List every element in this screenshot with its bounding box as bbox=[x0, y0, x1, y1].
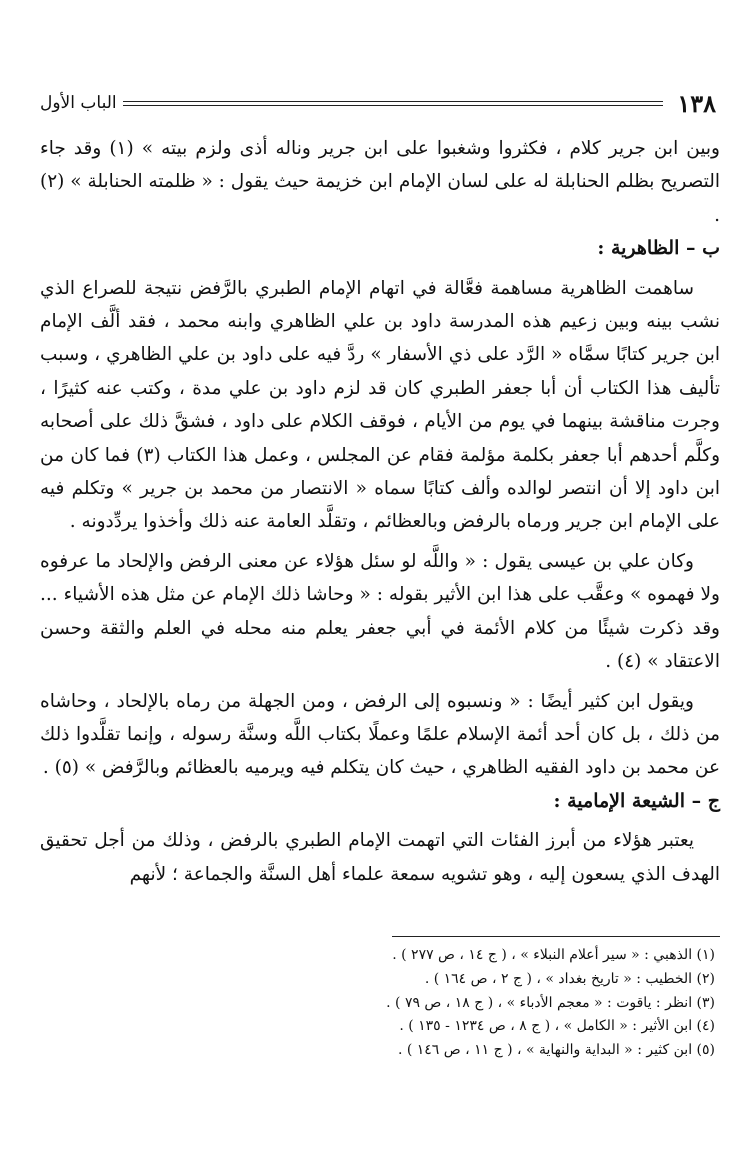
section-heading-imamiyya: ج – الشيعة الإمامية : bbox=[553, 789, 720, 812]
footnote-3: (٣) انظر : ياقوت : « معجم الأدباء » ، ( ج ١٨ ، ص ٧٩ ) . bbox=[386, 994, 715, 1011]
paragraph-imamiyya: يعتبر هؤلاء من أبرز الفئات التي اتهمت الإمام الطبري بالرفض ، وذلك من أجل تحقيق الهدف الذي يسعون إليه ، وهو تشويه سمعة علماء أهل السنَّة والجماعة ؛ لأنهم bbox=[40, 830, 720, 885]
paragraph-ali-bin-isa: وكان علي بن عيسى يقول : « واللَّه لو سئل هؤلاء عن معنى الرفض والإلحاد ما عرفوه ولا فهموه » وعقَّب على هذا ابن الأثير بقوله : « وحاشا ذلك الإمام عن مثل هذه الأشياء ... وقد ذكرت شيئًا من كلام الأئمة في أبي جعفر يعلم منه محله في العلم والثقة وحسن الاعتقاد » (٤) . bbox=[40, 550, 720, 673]
footnotes bbox=[40, 944, 715, 1063]
section-heading-zahiriyya: ب – الظاهرية : bbox=[597, 237, 720, 260]
footnote-1: (١) الذهبي : « سير أعلام النبلاء » ، ( ج ١٤ ، ص ٢٧٧ ) . bbox=[392, 947, 715, 963]
footnote-5: (٥) ابن كثير : « البداية والنهاية » ، ( ج ١١ ، ص ١٤٦ ) . bbox=[397, 1042, 715, 1059]
paragraph-zahiriyya: ساهمت الظاهرية مساهمة فعَّالة في اتهام الإمام الطبري بالرَّفض نتيجة للصراع الذي نشب بينه وبين زعيم هذه المدرسة داود بن علي الظاهري وابنه محمد ، فقد ألَّف الإمام ابن جرير كتابًا سمَّاه « الرَّد على ذي الأسفار » ردَّ فيه على داود بن علي الظاهري ، وسبب تأليف هذا الكتاب أن أبا جعفر الطبري كان قد لزم داود بن علي مدة ، وكتب عنه كثيرًا ، وجرت مناقشة بينهما في يوم من الأيام ، فوقف الكلام على داود ، فشقَّ ذلك على أصحابه وكلَّم أحدهم أبا جعفر بكلمة مؤلمة فقام عن المجلس ، وعمل هذا الكتاب (٣) فما كان من ابن داود إلا أن انتصر لوالده وألف كتابًا سماه « الانتصار من محمد بن جرير » وتكلم فيه على الإمام ابن جرير ورماه بالرفض وبالعظائم ، وتقلَّد العامة عنه ذلك وأخذوا يردِّدونه . bbox=[40, 277, 721, 533]
page-number: ١٣٨ bbox=[677, 88, 716, 118]
body-text bbox=[40, 132, 720, 891]
running-header bbox=[40, 86, 716, 120]
footnote-2: (٢) الخطيب : « تاريخ بغداد » ، ( ج ٢ ، ص ١٦٤ ) . bbox=[424, 970, 715, 987]
paragraph-ibn-kathir: ويقول ابن كثير أيضًا : « ونسبوه إلى الرفض ، ومن الجهلة من رماه بالإلحاد ، وحاشاه من ذلك ، بل كان أحد أئمة الإسلام علمًا وعملًا بكتاب اللَّه وسنَّة رسوله ، وإنما تقلَّدوا ذلك عن محمد بن داود الفقيه الظاهري ، حيث كان يتكلم فيه ويرميه بالعظائم وبالرَّفض » (٥) . bbox=[40, 690, 720, 779]
footnotes-divider bbox=[392, 936, 720, 937]
paragraph-continuation: وبين ابن جرير كلام ، فكثروا وشغبوا على ابن جرير وناله أذى ولزم بيته » (١) وقد جاء التصريح بظلم الحنابلة له على لسان الإمام ابن خزيمة حيث يقول : « ظلمته الحنابلة » (٢) . bbox=[40, 138, 720, 226]
header-rule bbox=[123, 101, 664, 106]
footnote-4: (٤) ابن الأثير : « الكامل » ، ( ج ٨ ، ص ١٢٣٤ - ١٣٥ ) . bbox=[399, 1018, 715, 1035]
chapter-title: الباب الأول bbox=[40, 93, 117, 113]
